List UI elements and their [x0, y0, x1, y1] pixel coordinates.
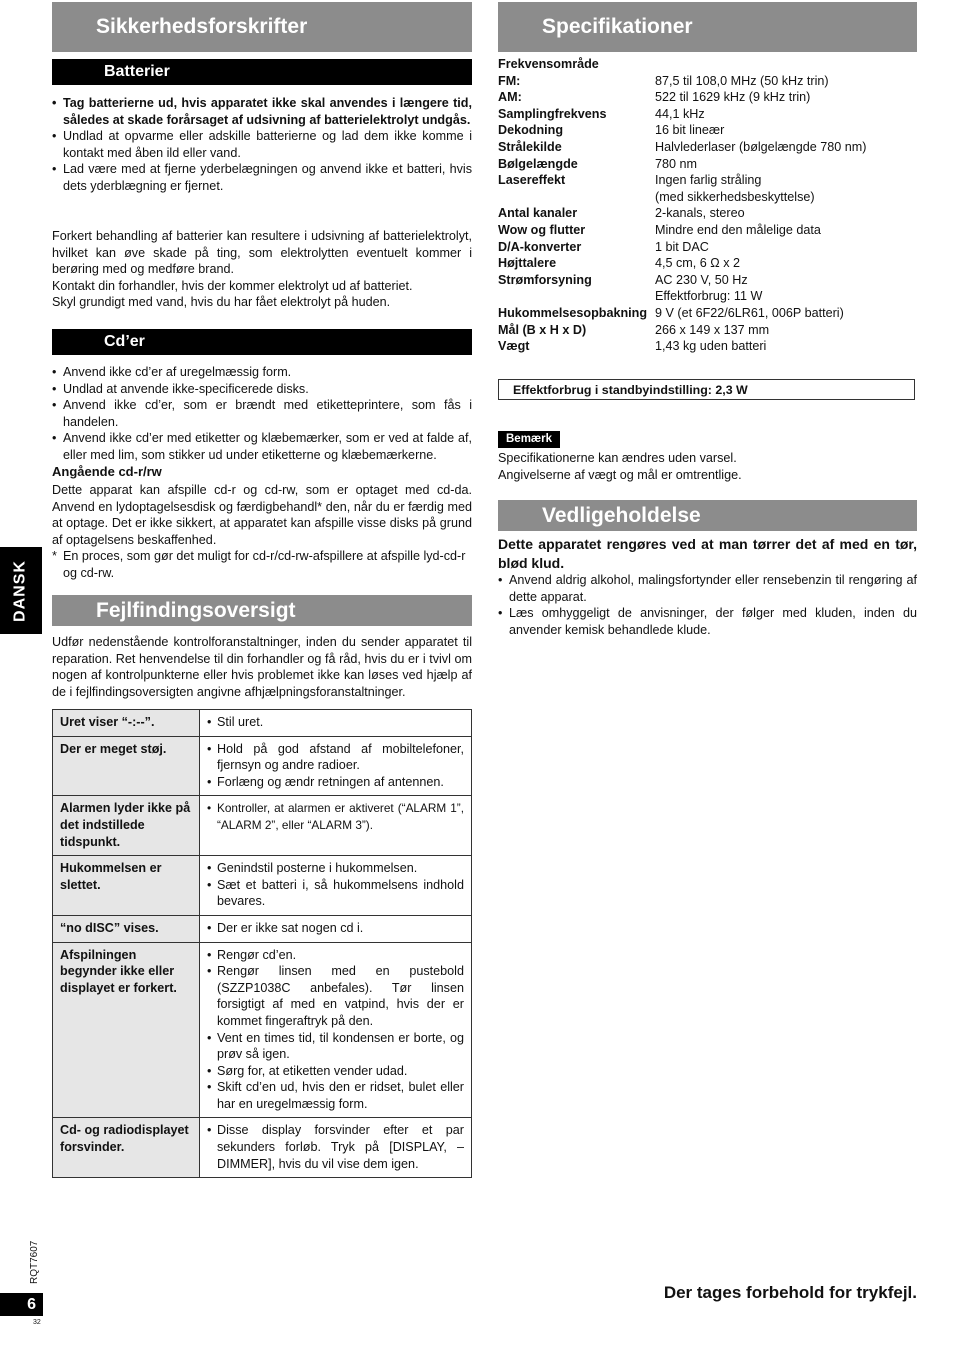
page-number: 6 — [0, 1293, 43, 1316]
problem-cell: Cd- og radiodisplayet forsvinder. — [53, 1118, 200, 1178]
spec-row: AM: 522 til 1629 kHz (9 kHz trin) — [498, 90, 811, 105]
spec-row: Lasereffekt Ingen farlig stråling — [498, 173, 762, 188]
spec-title: Specifikationer — [498, 2, 917, 52]
spec-row: Effektforbrug: 11 W — [655, 289, 763, 304]
troubleshooting-title: Fejlfindingsoversigt — [52, 595, 472, 626]
spec-row: Wow og flutter Mindre end den målelige data — [498, 222, 821, 237]
list-item: • Der er ikke sat nogen cd i. — [207, 920, 464, 937]
maintenance-title: Vedligeholdelse — [498, 500, 917, 531]
problem-cell: “no dISC” vises. — [53, 915, 200, 942]
cd-list — [52, 364, 472, 464]
paragraph: Skyl grundigt med vand, hvis du har fået elektrolyt på huden. — [52, 295, 391, 310]
list-item: • Læs omhyggeligt de anvisninger, der følger med kluden, inden du anvender kemisk behandlede klude. — [498, 605, 917, 638]
list-item: • Hold på god afstand af mobiltelefoner, fjernsyn og andre radioer. — [207, 741, 464, 774]
footnote-text: En proces, som gør det muligt for cd-r/cd-rw-afspillere at afspille lyd-cd-r og cd-rw. — [63, 549, 466, 580]
spec-table — [498, 56, 917, 355]
table-row — [53, 796, 472, 856]
problem-cell: Der er meget støj. — [53, 736, 200, 796]
spec-row: Bølgelængde 780 nm — [498, 156, 698, 171]
paragraph: Forkert behandling af batterier kan resultere i udsivning af batterielektrolyt, hvilket kan øve skade på ting, som elektrolytten eventuelt kommer i berøring med og medføre brand. — [52, 229, 472, 277]
solution-cell — [200, 856, 472, 916]
batteries-list — [52, 95, 472, 195]
problem-cell: Afspilningen begynder ikke eller displayet er forkert. — [53, 942, 200, 1118]
spec-row: Strålekilde Halvlederlaser (bølgelængde 780 nm) — [498, 139, 867, 154]
maintenance-lead: Dette apparatet rengøres ved at man tørrer det af med en tør, blød klud. — [498, 536, 917, 571]
list-item: • Disse display forsvinder efter et par sekunders forløb. Tryk på [DISPLAY, –DIMMER], hvis du vil vise dem igen. — [207, 1122, 464, 1172]
cd-title: Cd’er — [52, 329, 472, 355]
table-row — [53, 942, 472, 1118]
table-row — [53, 915, 472, 942]
list-item: • Tag batterierne ud, hvis apparatet ikke skal anvendes i længere tid, således at skade forårsaget af udsivning af batterielektrolyt undgås. — [52, 95, 472, 128]
spec-row: Højttalere 4,5 cm, 6 Ω x 2 — [498, 256, 741, 271]
spec-row: Samplingfrekvens 44,1 kHz — [498, 106, 705, 121]
spec-row: Frekvensområde — [498, 57, 599, 71]
list-item: • Rengør linsen med en pustebold (SZZP1038C anbefales). Tør linsen forsigtigt af med en vatpind, hvis der er kommet fingeraftryk på den. — [207, 963, 464, 1029]
note-line: Angivelserne af vægt og mål er omtrentlige. — [498, 467, 742, 482]
table-row — [53, 856, 472, 916]
maintenance-list — [498, 572, 917, 638]
list-item: • Anvend ikke cd’er, som er brændt med etiketteprintere, som fås i handelen. — [52, 397, 472, 430]
batteries-text — [52, 228, 472, 311]
document-code: RQT7607 — [29, 1240, 40, 1284]
note-line: Specifikationerne kan ændres uden varsel. — [498, 451, 737, 465]
table-row — [53, 1118, 472, 1178]
list-item: • Anvend ikke cd’er med etiketter og klæbemærker, som er ved at falde af, eller med lim, som stikker ud under etiketterne og klæbemærkerne. — [52, 430, 472, 463]
spec-row: Strømforsyning AC 230 V, 50 Hz — [498, 272, 748, 287]
page-sub-number: 32 — [33, 1319, 41, 1326]
footer-disclaimer: Der tages forbehold for trykfejl. — [663, 1283, 917, 1302]
cdr-heading: Angående cd-r/rw — [52, 464, 162, 479]
spec-row: Dekodning 16 bit lineær — [498, 123, 725, 138]
cdr-paragraph: Dette apparat kan afspille cd-r og cd-rw, som er optaget med cd-da. Anvend en lydoptagelsesdisk og færdigbehandl* den, når du er færdig med at optage. Det er ikke sikkert, at apparatet kan afspille visse disks på grund af optagelsens beskaffenhed. — [52, 483, 472, 547]
spec-row: (med sikkerhedsbeskyttelse) — [655, 189, 815, 204]
safety-title: Sikkerhedsforskrifter — [52, 2, 472, 52]
solution-cell — [200, 1118, 472, 1178]
table-row — [53, 736, 472, 796]
problem-cell: Uret viser “-:--”. — [53, 710, 200, 737]
batteries-title: Batterier — [52, 59, 472, 85]
list-item: • Kontroller, at alarmen er aktiveret (“ALARM 1”, “ALARM 2”, eller “ALARM 3”). — [207, 800, 464, 833]
solution-cell — [200, 915, 472, 942]
spec-row: Hukommelsesopbakning 9 V (et 6F22/6LR61, 006P batteri) — [498, 305, 844, 320]
list-item: • Anvend ikke cd’er af uregelmæssig form. — [52, 364, 472, 381]
list-item: • Skift cd’en ud, hvis den er ridset, bulet eller har en uregelmæssig form. — [207, 1079, 464, 1112]
spec-row: Mål (B x H x D) 266 x 149 x 137 mm — [498, 322, 770, 337]
list-item: • Rengør cd’en. — [207, 947, 464, 964]
list-item: • Forlæng og ændr retningen af antennen. — [207, 774, 464, 791]
language-tab: DANSK — [0, 547, 42, 634]
footnote-mark: * — [52, 549, 57, 563]
list-item: • Lad være med at fjerne yderbelægningen og anvend ikke et batteri, hvis dets yderblægning er fjernet. — [52, 161, 472, 194]
spec-row: Antal kanaler 2-kanals, stereo — [498, 206, 745, 221]
list-item: • Undlad at anvende ikke-specificerede disks. — [52, 381, 472, 398]
list-item: • Genindstil posterne i hukommelsen. — [207, 860, 464, 877]
solution-cell — [200, 796, 472, 856]
list-item: • Sørg for, at etiketten vender udad. — [207, 1063, 464, 1080]
table-row — [53, 710, 472, 737]
problem-cell: Hukommelsen er slettet. — [53, 856, 200, 916]
cdr-footnote — [52, 548, 472, 581]
paragraph: Kontakt din forhandler, hvis der kommer elektrolyt ud af batteriet. — [52, 278, 413, 293]
solution-cell — [200, 942, 472, 1118]
list-item: • Undlad at opvarme eller adskille batterierne og lad dem ikke komme i kontakt med åben ild eller vand. — [52, 128, 472, 161]
note-label: Bemærk — [498, 431, 560, 448]
list-item: • Anvend aldrig alkohol, malingsfortynder eller rensebenzin til rengøring af dette apparat. — [498, 572, 917, 605]
spec-row: D/A-konverter 1 bit DAC — [498, 239, 709, 254]
note-text — [498, 450, 917, 483]
spec-row: FM: 87,5 til 108,0 MHz (50 kHz trin) — [498, 73, 829, 88]
spec-row: Vægt 1,43 kg uden batteri — [498, 339, 767, 354]
list-item: • Sæt et batteri i, så hukommelsens indhold bevares. — [207, 877, 464, 910]
solution-cell — [200, 710, 472, 737]
troubleshooting-table — [52, 709, 472, 1178]
solution-cell — [200, 736, 472, 796]
troubleshooting-intro: Udfør nedenstående kontrolforanstaltninger, inden du sender apparatet til reparation. Ret henvendelse til din forhandler og få råd, hvis du er i tvivl om nogen af kontrolpunkterne eller hvis problemet ikke kan løses ved hjælp af de i fejlfindingsoversigten angivne afhjælpningsforanstaltninger. — [52, 635, 472, 699]
list-item: • Stil uret. — [207, 714, 464, 731]
standby-power-box: Effektforbrug i standbyindstilling: 2,3 W — [498, 379, 915, 400]
list-item: • Vent en times tid, til kondensen er borte, og prøv så igen. — [207, 1030, 464, 1063]
problem-cell: Alarmen lyder ikke på det indstillede tidspunkt. — [53, 796, 200, 856]
